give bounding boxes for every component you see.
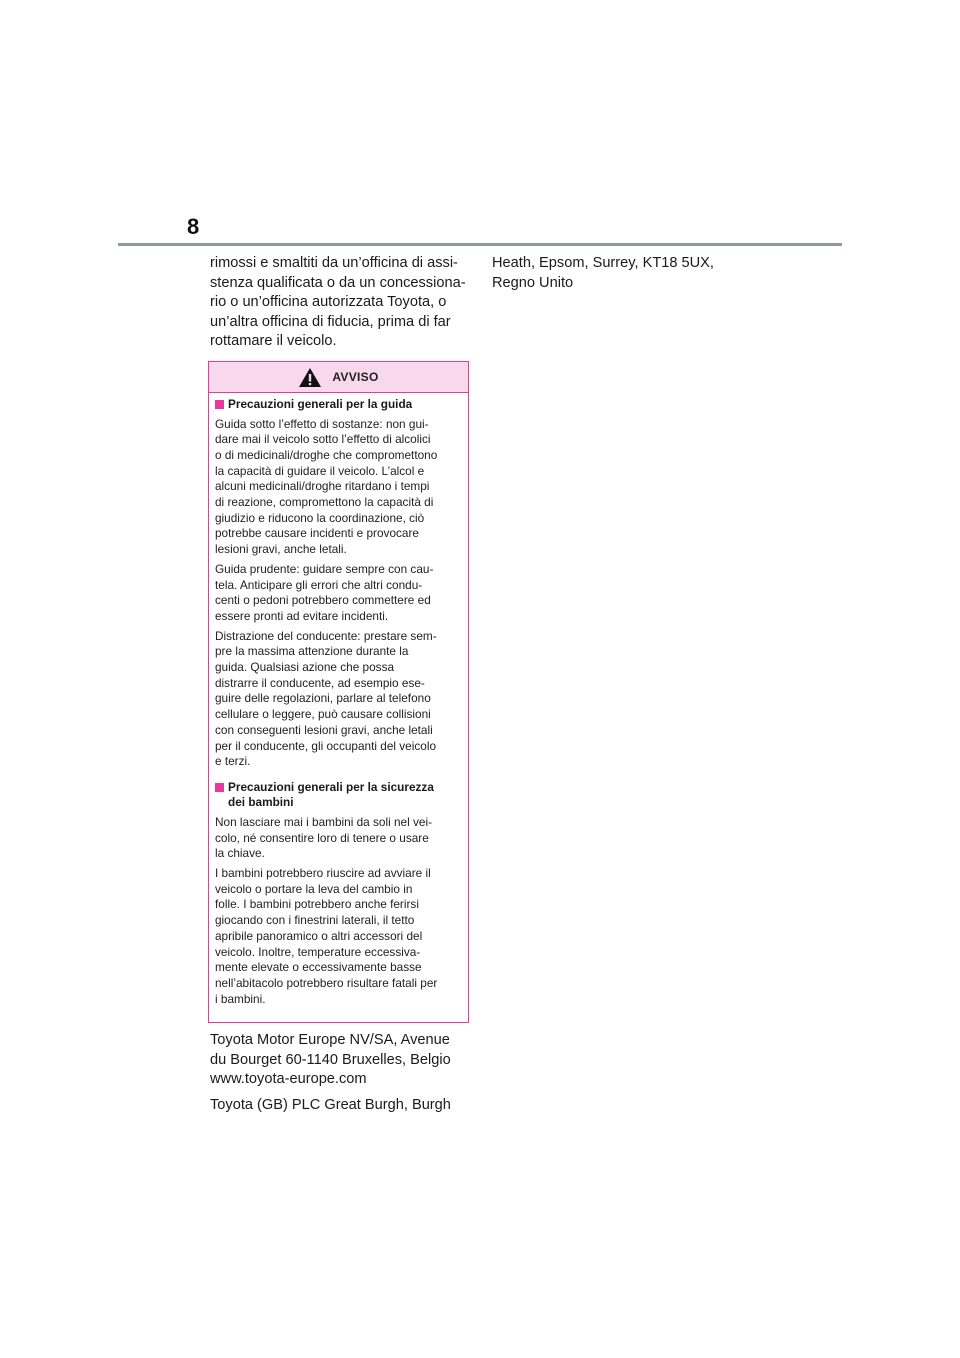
warning-box xyxy=(208,361,469,1023)
warning-title: AVVISO xyxy=(332,370,379,384)
left-column xyxy=(210,254,475,352)
warning-paragraph: Non lasciare mai i bambini da soli nel vei- colo, né consentire loro di tenere o usare la chiave. xyxy=(215,814,433,861)
page-number: 8 xyxy=(187,214,200,239)
square-bullet-icon xyxy=(215,400,224,409)
warning-triangle-icon xyxy=(298,367,322,388)
warning-paragraph: Distrazione del conducente: prestare sem- pre la massima attenzione durante la guida. Qualsiasi azione che possa distrarre il conducente, ad esempio ese- guire delle regolazioni, parlare al telefono cellulare o leggere, può causare collisioni con conseguenti lesioni gravi, anche letali per il conducente, gli occupanti del veicolo e terzi. xyxy=(215,628,437,769)
warning-paragraph: I bambini potrebbero riuscire ad avviare il veicolo o portare la leva del cambio in folle. I bambini potrebbero anche ferirsi giocando con i finestrini laterali, il tetto apribile panoramico o altri accessori del veicolo. Inoltre, temperature eccessiva- mente elevate o eccessivamente basse nell’abitacolo potrebbero risultare fatali per i bambini. xyxy=(215,866,438,1006)
intro-text: rimossi e smaltiti da un’officina di assi- stenza qualificata o da un concessiona- rio o un’officina autorizzata Toyota, o un’altra officina di fiducia, prima di far rottamare il veicolo. xyxy=(210,255,466,349)
section-heading-text: Precauzioni generali per la guida xyxy=(228,397,413,411)
section-heading xyxy=(215,397,459,413)
warning-header xyxy=(209,362,468,393)
header-rule xyxy=(118,243,842,246)
square-bullet-icon xyxy=(215,783,224,792)
address-gb-continued: Heath, Epsom, Surrey, KT18 5UX, Regno Unito xyxy=(492,255,714,291)
warning-body xyxy=(209,393,468,1007)
warning-paragraph: Guida sotto l’effetto di sostanze: non gui- dare mai il veicolo sotto l’effetto di alcolici o di medicinali/droghe che compromettono la capacità di guidare il veicolo. L’alcol e alcuni medicinali/droghe ritardano i tempi di reazione, compromettono la capacità di giudizio e riducono la coordinazione, ciò potrebbe causare incidenti e provocare lesioni gravi, anche letali. xyxy=(215,416,438,557)
warning-paragraph: Guida prudente: guidare sempre con cau- tela. Anticipare gli errori che altri condu- centi o pedoni potrebbero commettere ed essere pronti ad evitare incidenti. xyxy=(215,561,434,623)
addresses-left xyxy=(210,1031,480,1121)
section-heading-text: Precauzioni generali per la sicurezza dei bambini xyxy=(228,779,434,810)
address-gb-start: Toyota (GB) PLC Great Burgh, Burgh xyxy=(210,1096,451,1113)
warning-section-children xyxy=(215,780,459,1007)
warning-section-driving xyxy=(215,397,459,770)
right-column xyxy=(492,254,782,293)
section-heading xyxy=(215,780,459,811)
address-europe: Toyota Motor Europe NV/SA, Avenue du Bourget 60-1140 Bruxelles, Belgio www.toyota-europe.com xyxy=(210,1032,451,1087)
